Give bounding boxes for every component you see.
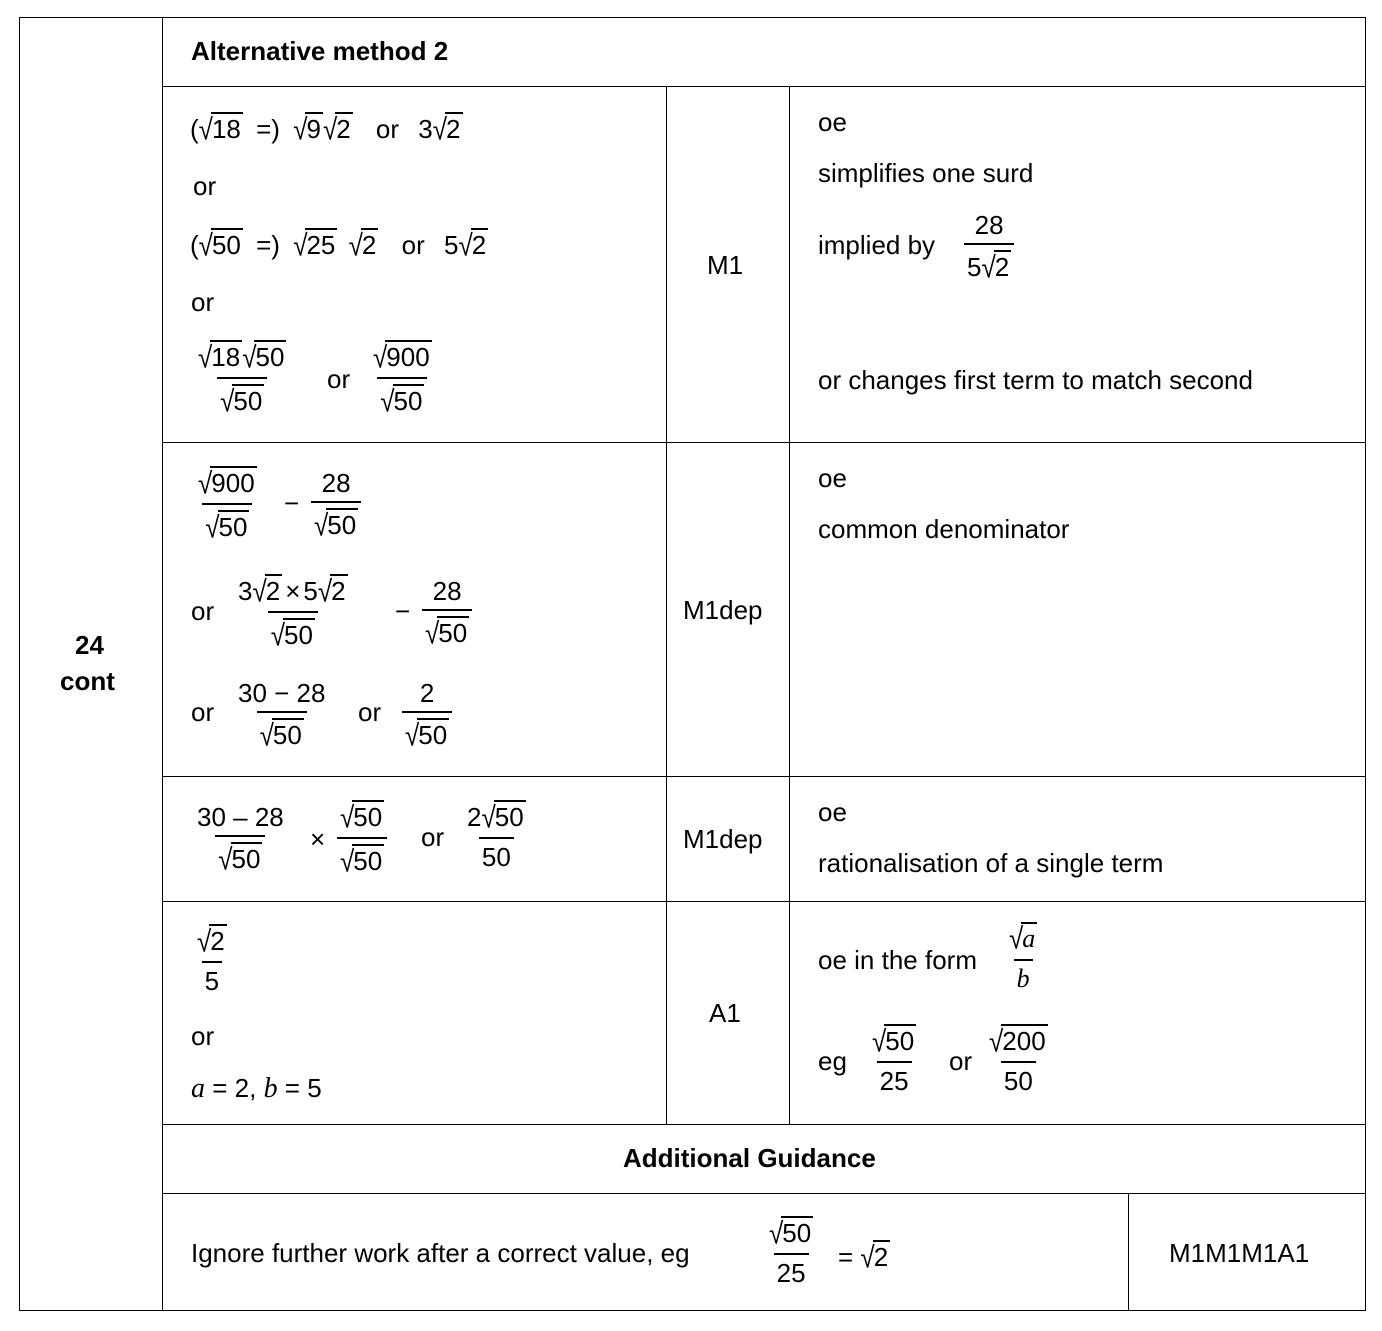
additional-guidance-text: Ignore further work after a correct value, eg	[191, 1238, 690, 1268]
radical-sign: √	[314, 507, 329, 543]
radical-sign: √	[198, 465, 213, 501]
radical-sign: √	[481, 799, 496, 835]
mark-column-divider-left	[666, 86, 667, 1125]
row-divider	[162, 776, 1366, 777]
sqrt: √900	[373, 339, 430, 375]
mark-r2: M1dep	[683, 595, 763, 625]
guidance-r2-line2: common denominator	[818, 514, 1070, 544]
sqrt: √50	[405, 717, 448, 753]
mark-r1: M1	[707, 250, 744, 280]
guidance-r2-line1: oe	[818, 463, 847, 493]
radical-sign: √	[218, 841, 233, 877]
working-r2-fraction-6: $\frac{2}{√50}$	[402, 680, 452, 750]
guidance-r3-line1: oe	[818, 797, 847, 827]
sqrt: √50	[270, 617, 313, 652]
working-r2-fraction-3: $\frac{3√2 \times 5√2}{√50}$	[238, 573, 346, 652]
sqrt: √2	[322, 111, 351, 147]
radical-sign: √	[989, 1023, 1004, 1059]
working-r3-fraction-2	[337, 799, 387, 878]
mark-r3: M1dep	[683, 824, 763, 854]
guidance-r1-implied-by: implied by	[818, 230, 936, 260]
sqrt: √50	[242, 339, 285, 375]
sqrt: √50	[872, 1023, 915, 1059]
sqrt: √50	[218, 841, 261, 877]
sqrt: √2	[317, 573, 346, 609]
guidance-marks-divider	[1128, 1193, 1129, 1311]
radical-sign: √	[425, 615, 440, 651]
guidance-r1-line4: or changes first term to match second	[818, 365, 1253, 395]
radical-sign: √	[432, 111, 448, 147]
working-r1-or3: or	[327, 364, 351, 394]
guidance-r4-eg-fraction-1: $\frac{√50}{25}$	[872, 1023, 915, 1096]
sqrt: √2	[860, 1239, 889, 1275]
sqrt: √50	[259, 717, 302, 753]
sqrt: √25	[293, 227, 336, 263]
radical-sign: √	[769, 1215, 784, 1251]
working-r3-fraction-3: $\frac{2√50}{50}$	[467, 799, 524, 872]
working-r1-fraction-2	[370, 339, 435, 418]
radical-sign: √	[317, 573, 333, 609]
guidance-r4-eg: eg	[818, 1046, 847, 1076]
working-r4-fraction: $\frac{√2}{5}$	[197, 923, 225, 996]
question-column-divider	[162, 17, 163, 1311]
radical-sign: √	[220, 383, 235, 418]
table-border-bottom	[19, 1310, 1366, 1311]
radical-sign: √	[405, 717, 420, 753]
working-r2-or-3: or	[358, 697, 382, 727]
guidance-r4-eg-fraction-2: $\frac{√200}{50}$	[989, 1023, 1046, 1096]
radical-sign: √	[348, 227, 363, 263]
working-r2-fraction-1	[195, 465, 260, 544]
sqrt: √2	[252, 573, 281, 609]
radical-sign: √	[270, 617, 285, 652]
radical-sign: √	[198, 339, 213, 375]
working-r1-fraction-1	[195, 339, 289, 418]
row-divider	[162, 1193, 1366, 1194]
sqrt: √50	[380, 383, 423, 418]
guidance-r4-or: or	[949, 1046, 973, 1076]
radical-sign: √	[252, 573, 267, 609]
working-r2-minus-1: −	[284, 488, 300, 518]
sqrt: √200	[989, 1023, 1046, 1059]
radical-sign: √	[340, 843, 355, 878]
radical-sign: √	[981, 249, 996, 285]
row-divider	[162, 442, 1366, 443]
sqrt: √50	[425, 615, 468, 651]
working-r2-or-2: or	[191, 697, 215, 727]
radical-sign: √	[340, 799, 355, 835]
sqrt: √900	[198, 465, 255, 501]
radical-sign: √	[872, 1023, 887, 1059]
radical-sign: √	[259, 717, 274, 753]
guidance-r3-line2: rationalisation of a single term	[818, 848, 1164, 878]
guidance-r4-line1: oe in the form	[818, 945, 977, 975]
table-border-right	[1365, 17, 1366, 1311]
radical-sign: √	[293, 111, 308, 147]
working-r1-or2: or	[191, 287, 215, 317]
sqrt: √2	[432, 111, 461, 147]
radical-sign: √	[1009, 920, 1024, 956]
working-r2-fraction-2: $\frac{28}{√50}$	[311, 470, 361, 540]
additional-guidance-title: Additional Guidance	[623, 1143, 876, 1173]
working-r1-or1: or	[193, 171, 217, 201]
working-r2-minus-2: −	[395, 596, 411, 626]
sqrt: √50	[481, 799, 524, 835]
guidance-r1-fraction: $\frac{28}{5√2}$	[964, 212, 1014, 282]
table-border-left	[19, 17, 20, 1311]
additional-guidance-equals: = √2	[838, 1239, 889, 1275]
sqrt: √50	[340, 843, 383, 878]
method-title: Alternative method 2	[191, 36, 449, 66]
mark-column-divider-right	[789, 86, 790, 1125]
sqrt: √a	[1009, 920, 1036, 956]
working-r2-fraction-5: $\frac{30 - 28}{√50}$	[238, 678, 326, 753]
sqrt: √50	[198, 227, 241, 263]
radical-sign: √	[860, 1239, 875, 1275]
row-divider	[162, 901, 1366, 902]
guidance-r1-line1: oe	[818, 107, 847, 137]
mark-r4: A1	[709, 998, 741, 1028]
sqrt: √9	[293, 111, 321, 147]
question-suffix: cont	[60, 666, 115, 696]
radical-sign: √	[373, 339, 388, 375]
guidance-r1-line2: simplifies one surd	[818, 158, 1034, 188]
additional-guidance-fraction: $\frac{√50}{25}$	[769, 1215, 812, 1288]
row-divider	[162, 1124, 1366, 1125]
sqrt: √50	[220, 383, 263, 418]
sqrt: √2	[458, 227, 487, 263]
radical-sign: √	[198, 111, 213, 147]
radical-sign: √	[293, 227, 308, 263]
radical-sign: √	[458, 227, 473, 263]
working-r2-fraction-4: $\frac{28}{√50}$	[422, 578, 472, 648]
sqrt: √50	[205, 509, 248, 544]
radical-sign: √	[380, 383, 395, 418]
table-border-top	[19, 17, 1366, 18]
radical-sign: √	[198, 227, 213, 263]
working-r2-or-1: or	[191, 596, 215, 626]
sqrt: √2	[348, 227, 377, 263]
sqrt: √50	[314, 507, 357, 543]
row-divider	[162, 86, 1366, 87]
working-r1-line2: (√50 =) √25 √2 or 5√2	[190, 227, 487, 263]
radical-sign: √	[242, 339, 257, 375]
radical-sign: √	[322, 111, 338, 147]
working-r4-values: a = 2, b = 5	[191, 1073, 322, 1104]
sqrt: √50	[769, 1215, 812, 1251]
sqrt: √18	[198, 111, 241, 147]
radical-sign: √	[197, 923, 212, 959]
radical-sign: √	[205, 509, 220, 544]
guidance-r4-form-fraction: $\frac{√a}{b}$	[1009, 920, 1036, 993]
sqrt: √50	[340, 799, 383, 835]
sqrt: √18	[198, 339, 241, 375]
working-r4-or: or	[191, 1021, 215, 1051]
working-r3-or: or	[421, 822, 445, 852]
working-r1-line1: (√18 =) √9√2 or 3√2	[190, 111, 461, 147]
working-r3-times: ×	[310, 824, 326, 854]
sqrt: √2	[981, 249, 1010, 285]
additional-guidance-marks: M1M1M1A1	[1169, 1238, 1310, 1268]
question-number: 24	[75, 630, 104, 660]
working-r3-fraction-1: $\frac{30 - 28}{√50}$	[197, 802, 284, 877]
sqrt: √2	[197, 923, 225, 959]
